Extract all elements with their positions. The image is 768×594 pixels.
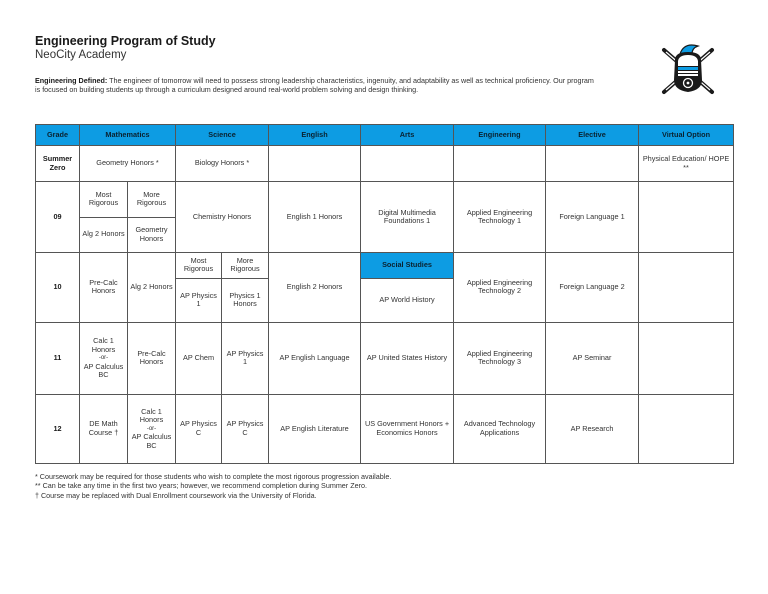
math-cell: Most Rigorous [80,182,128,217]
engineering-cell: Applied Engineering Technology 2 [454,252,546,322]
math-option-top: Calc 1 Honors [91,336,116,354]
science-cell: AP Chem [176,323,222,394]
header-science: Science [176,125,269,146]
math-cell: DE Math Course † [80,394,128,463]
science-cell: AP Physics 1 [176,278,222,322]
science-cell: More Rigorous [222,252,269,278]
english-cell: AP English Language [269,323,361,394]
english-cell [269,146,361,182]
header-virtual-option: Virtual Option [639,125,734,146]
header-grade: Grade [36,125,80,146]
header-mathematics: Mathematics [80,125,176,146]
science-cell: Biology Honors * [176,146,269,182]
english-cell: AP English Literature [269,394,361,463]
engineering-cell: Applied Engineering Technology 3 [454,323,546,394]
virtual-cell: Physical Education/ HOPE ** [639,146,734,182]
elective-cell: AP Seminar [546,323,639,394]
header-engineering: Engineering [454,125,546,146]
engineering-cell: Advanced Technology Applications [454,394,546,463]
math-cell: Alg 2 Honors [80,217,128,252]
arts-cell [361,146,454,182]
science-cell: Most Rigorous [176,252,222,278]
elective-cell [546,146,639,182]
header-elective: Elective [546,125,639,146]
social-studies-header: Social Studies [361,252,454,278]
arts-cell: Digital Multimedia Foundations 1 [361,182,454,252]
elective-cell: Foreign Language 2 [546,252,639,322]
elective-cell: Foreign Language 1 [546,182,639,252]
arts-cell: US Government Honors + Economics Honors [361,394,454,463]
table-row [36,182,734,217]
grade-cell: Summer Zero [36,146,80,182]
virtual-cell [639,323,734,394]
elective-cell: AP Research [546,394,639,463]
or-divider: -or- [146,425,157,432]
arts-cell: AP World History [361,278,454,322]
footnotes [35,472,391,500]
math-option-bottom: AP Calculus BC [83,361,124,380]
intro-paragraph [35,77,595,94]
engineering-cell: Applied Engineering Technology 1 [454,182,546,252]
table-header-row [36,125,734,146]
header-english: English [269,125,361,146]
program-of-study-table [35,124,734,464]
science-cell: AP Physics C [176,394,222,463]
math-option-top: Calc 1 Honors [139,406,164,424]
table-row [36,394,734,463]
page-subtitle: NeoCity Academy [35,49,127,61]
math-cell [80,323,128,394]
arts-cell: AP United States History [361,323,454,394]
header-arts: Arts [361,125,454,146]
table-row [36,252,734,278]
grade-cell: 12 [36,394,80,463]
footnote: ** Can be take any time in the first two years; however, we recommend completion during Summer Zero. [35,481,367,491]
table-row [36,323,734,394]
math-cell [128,394,176,463]
math-option-bottom: AP Calculus BC [131,432,172,450]
grade-cell: 09 [36,182,80,252]
intro-text: The engineer of tomorrow will need to possess strong leadership characteristics, ingenuity, and adaptability as well as technical proficiency. Our program is focused on building students up through a curriculum designed around real-world problem solving and design thinking. [35,76,594,94]
virtual-cell [639,394,734,463]
page-title: Engineering Program of Study [35,34,216,48]
english-cell: English 1 Honors [269,182,361,252]
knight-helmet-logo [658,40,718,100]
math-cell: Geometry Honors [128,217,176,252]
math-cell: Geometry Honors * [80,146,176,182]
virtual-cell [639,182,734,252]
science-cell: Chemistry Honors [176,182,269,252]
math-cell: More Rigorous [128,182,176,217]
grade-cell: 11 [36,323,80,394]
table-row [36,146,734,182]
grade-cell: 10 [36,252,80,322]
math-cell: Pre-Calc Honors [80,252,128,322]
math-cell: Pre-Calc Honors [128,323,176,394]
math-cell: Alg 2 Honors [128,252,176,322]
intro-label: Engineering Defined: [35,76,108,85]
engineering-cell [454,146,546,182]
footnote: † Course may be replaced with Dual Enrollment coursework via the University of Florida. [35,490,317,500]
english-cell: English 2 Honors [269,252,361,322]
science-cell: Physics 1 Honors [222,278,269,322]
science-cell: AP Physics 1 [222,323,269,394]
science-cell: AP Physics C [222,394,269,463]
virtual-cell [639,252,734,322]
or-divider: -or- [98,355,109,362]
footnote: * Coursework may be required for those students who wish to complete the most rigorous progression available. [35,472,392,481]
